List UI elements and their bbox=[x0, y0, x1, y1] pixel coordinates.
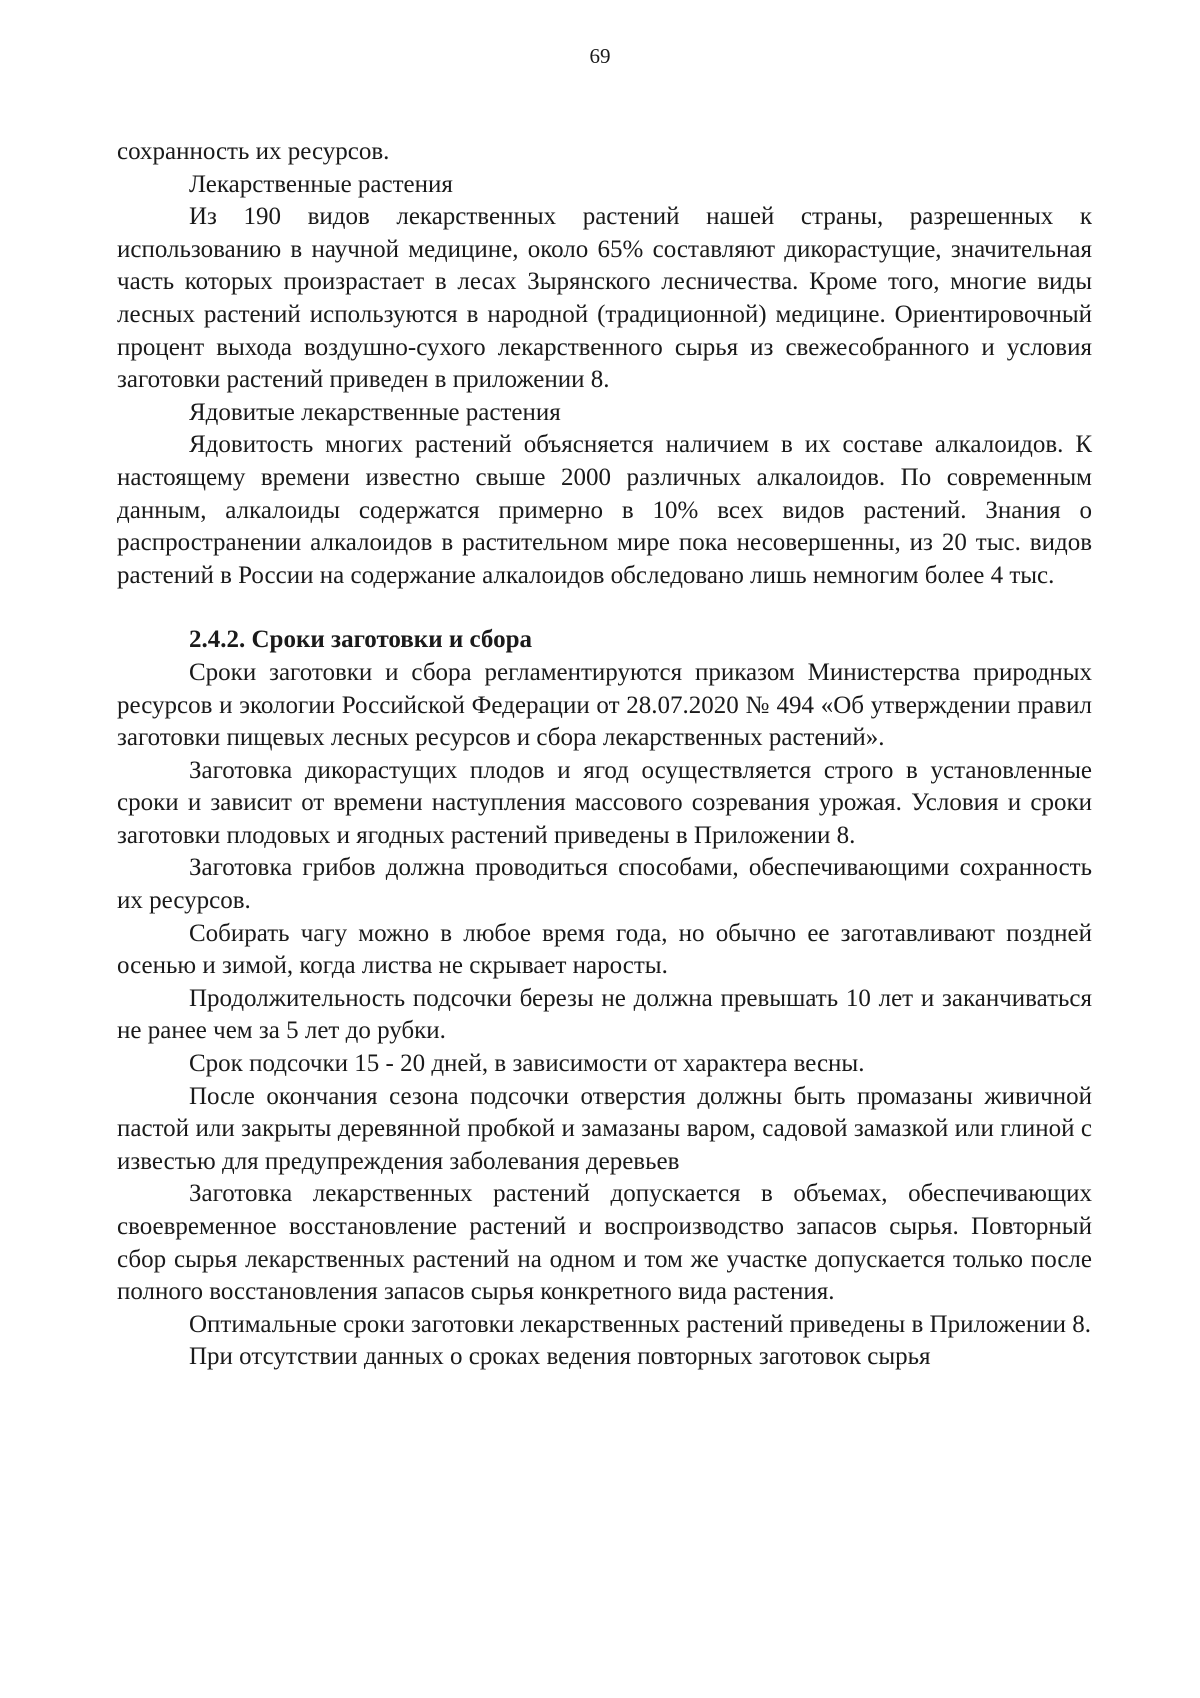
paragraph-chaga: Собирать чагу можно в любое время года, но обычно ее заготавливают поздней осенью и зимой, когда листва не скрывает наросты. bbox=[117, 919, 1092, 980]
paragraph-tapping-term: Срок подсочки 15 - 20 дней, в зависимости от характера весны. bbox=[189, 1050, 865, 1078]
document-body bbox=[117, 136, 1092, 1374]
paragraph-repeat-harvest: При отсутствии данных о сроках ведения повторных заготовок сырья bbox=[189, 1343, 931, 1371]
paragraph-medicinal-harvest-volume: Заготовка лекарственных растений допускается в объемах, обеспечивающих своевременное восстановление растений и воспроизводство запасов сырья. Повторный сбор сырья лекарственных растений на одном и том же участке допускается только после полного восстановления запасов сырья конкретного вида растения. bbox=[117, 1180, 1092, 1306]
subheading-poisonous-plants: Ядовитые лекарственные растения bbox=[189, 398, 561, 426]
page-number: 69 bbox=[589, 44, 611, 68]
paragraph-optimal-terms: Оптимальные сроки заготовки лекарственных растений приведены в Приложении 8. bbox=[189, 1310, 1091, 1338]
paragraph-alkaloids: Ядовитость многих растений объясняется наличием в их составе алкалоидов. К настоящему времени известно свыше 2000 различных алкалоидов. По современным данным, алкалоиды содержатся примерно в 10% всех видов растений. Знания о распространении алкалоидов в растительном мире пока несовершенны, из 20 тыс. видов растений в России на содержание алкалоидов обследовано лишь немногим более 4 тыс. bbox=[117, 431, 1092, 589]
subheading-medicinal-plants: Лекарственные растения bbox=[189, 170, 453, 198]
paragraph-after-tapping: После окончания сезона подсочки отверстия должны быть промазаны живичной пастой или закрыты деревянной пробкой и замазаны варом, садовой замазкой или глиной с известью для предупреждения заболевания деревьев bbox=[117, 1082, 1092, 1175]
paragraph-birch-tapping-duration: Продолжительность подсочки березы не должна превышать 10 лет и заканчиваться не ранее чем за 5 лет до рубки. bbox=[117, 984, 1092, 1045]
section-heading-harvest-terms: 2.4.2. Сроки заготовки и сбора bbox=[189, 626, 532, 654]
paragraph-regulation: Сроки заготовки и сбора регламентируются приказом Министерства природных ресурсов и экологии Российской Федерации от 28.07.2020 № 494 «Об утверждении правил заготовки пищевых лесных ресурсов и сбора лекарственных растений». bbox=[117, 658, 1092, 752]
paragraph-mushrooms: Заготовка грибов должна проводиться способами, обеспечивающими сохранность их ресурсов. bbox=[117, 854, 1092, 915]
paragraph-medicinal-plants: Из 190 видов лекарственных растений нашей страны, разрешенных к использованию в научной медицине, около 65% составляют дикорастущие, значительная часть которых произрастает в лесах Зырянского лесничества. Кроме того, многие виды лесных растений используются в народной (традиционной) медицине. Ориентировочный процент выхода воздушно-сухого лекарственного сырья из свежесобранного и условия заготовки растений приведен в приложении 8. bbox=[117, 203, 1092, 394]
paragraph-continuation: сохранность их ресурсов. bbox=[117, 138, 390, 165]
paragraph-fruits-berries: Заготовка дикорастущих плодов и ягод осуществляется строго в установленные сроки и зависит от времени наступления массового созревания урожая. Условия и сроки заготовки плодовых и ягодных растений приведены в Приложении 8. bbox=[117, 756, 1092, 849]
